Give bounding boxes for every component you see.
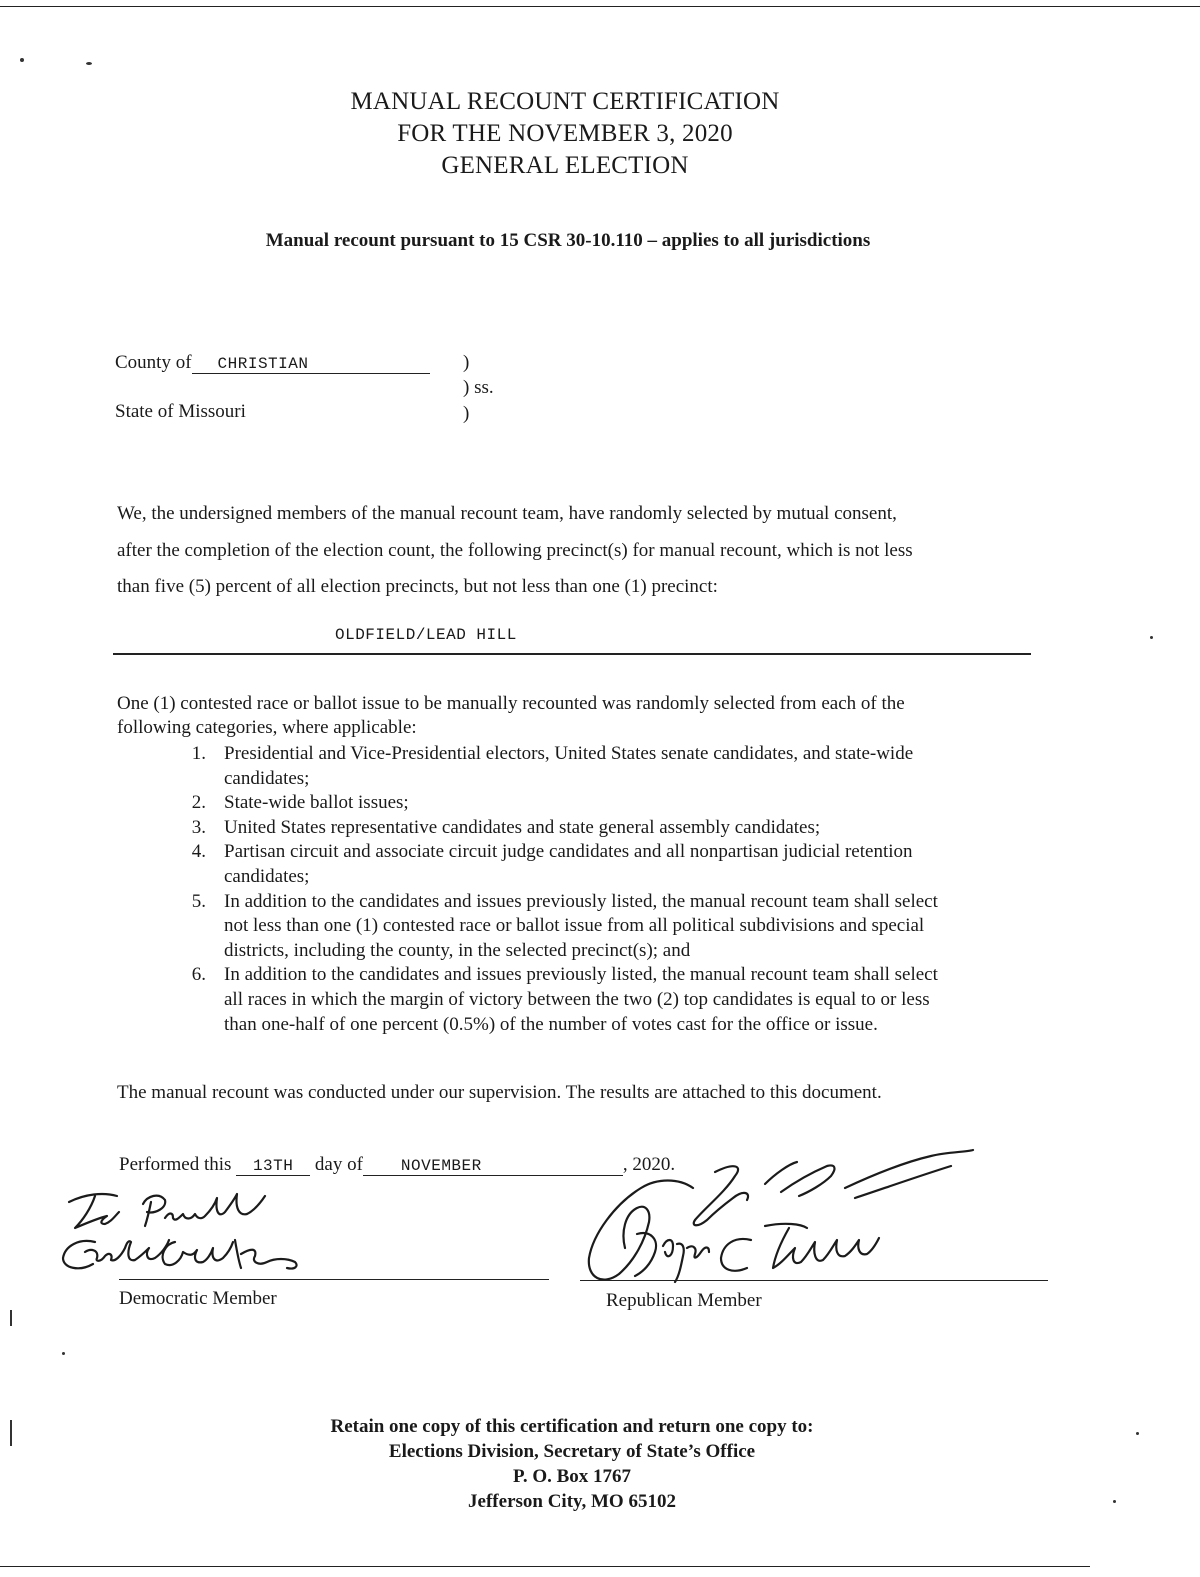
page-top-rule [0,6,1200,7]
category-text-line: candidates; [224,865,310,887]
page-bottom-rule [0,1566,1090,1567]
selection-line-3: than five (5) percent of all election precincts, but not less than one (1) precinct: [117,576,718,597]
return-instructions [0,1414,1144,1514]
supervision-statement: The manual recount was conducted under our supervision. The results are attached to this document. [117,1082,882,1103]
document-title-line-1: MANUAL RECOUNT CERTIFICATION [350,88,780,115]
category-item [180,890,1040,964]
republican-member-label: Republican Member [606,1290,762,1311]
county-label: County of [115,352,192,373]
scan-speck [62,1352,65,1355]
selection-line-1: We, the undersigned members of the manual recount team, have randomly selected by mutual consent, [117,503,897,524]
category-text-line: districts, including the county, in the selected precinct(s); and [224,939,691,961]
return-instructions-line: Retain one copy of this certification and return one copy to: [330,1416,814,1437]
category-list [180,742,1040,1037]
state-label: State of Missouri [115,401,246,422]
category-number: 5. [191,890,206,912]
scan-speck [1150,636,1153,639]
category-text-line: In addition to the candidates and issues previously listed, the manual recount team shall select [224,964,938,986]
scan-mark [10,1310,12,1326]
category-number: 6. [191,964,206,986]
categories-intro-line-1: One (1) contested race or ballot issue to be manually recounted was randomly selected from each of the [117,693,905,714]
category-text-line: all races in which the margin of victory between the two (2) top candidates is equal to or less [224,988,930,1010]
venue-paren-bottom: ) [463,403,470,424]
performed-suffix: , 2020. [622,1154,676,1175]
return-address-line: P. O. Box 1767 [512,1466,632,1487]
category-text-line: Partisan circuit and associate circuit judge candidates and all nonpartisan judicial retention [224,841,913,863]
performed-middle: day of [314,1154,363,1175]
category-text-line: In addition to the candidates and issues previously listed, the manual recount team shall select [224,890,938,912]
scan-speck [20,58,24,62]
category-number: 2. [191,792,206,814]
performed-prefix: Performed this [119,1154,232,1175]
category-item [180,791,1040,816]
venue-ss: ) ss. [463,377,494,398]
performed-day: 13TH [236,1157,310,1176]
category-item [180,742,1040,791]
precinct-underline [113,653,1031,655]
selection-line-2: after the completion of the election count, the following precinct(s) for manual recount, which is not less [117,540,913,561]
democratic-signatures [55,1182,315,1292]
document-title-line-3: GENERAL ELECTION [441,152,689,179]
county-line [115,352,430,374]
category-text-line: not less than one (1) contested race or ballot issue from all political subdivisions and special [224,915,925,937]
county-value: CHRISTIAN [192,355,430,374]
democratic-signature-line [119,1279,549,1280]
category-number: 4. [191,841,206,863]
category-number: 3. [191,816,206,838]
republican-signatures [575,1148,985,1298]
return-address-line: Elections Division, Secretary of State’s Office [388,1441,756,1462]
scan-speck [86,62,92,65]
category-item [180,816,1040,841]
category-text-line: Presidential and Vice-Presidential electors, United States senate candidates, and state-wide [224,743,914,764]
democratic-member-label: Democratic Member [119,1288,277,1309]
document-title-line-2: FOR THE NOVEMBER 3, 2020 [397,120,733,147]
return-address-line: Jefferson City, MO 65102 [468,1491,676,1512]
category-text-line: candidates; [224,767,310,789]
category-text-line: United States representative candidates and state general assembly candidates; [224,816,821,838]
category-number: 1. [191,743,206,764]
document-subtitle: Manual recount pursuant to 15 CSR 30-10.110 – applies to all jurisdictions [265,230,871,251]
venue-paren-top: ) [463,352,470,373]
category-item [180,840,1040,889]
performed-month: NOVEMBER [363,1157,623,1176]
category-item [180,963,1040,1037]
category-text-line: State-wide ballot issues; [224,792,409,814]
republican-signature-line [580,1280,1048,1281]
category-text-line: than one-half of one percent (0.5%) of the number of votes cast for the office or issue. [224,1013,878,1035]
selected-precinct: OLDFIELD/LEAD HILL [335,626,517,644]
categories-intro-line-2: following categories, where applicable: [117,717,417,738]
